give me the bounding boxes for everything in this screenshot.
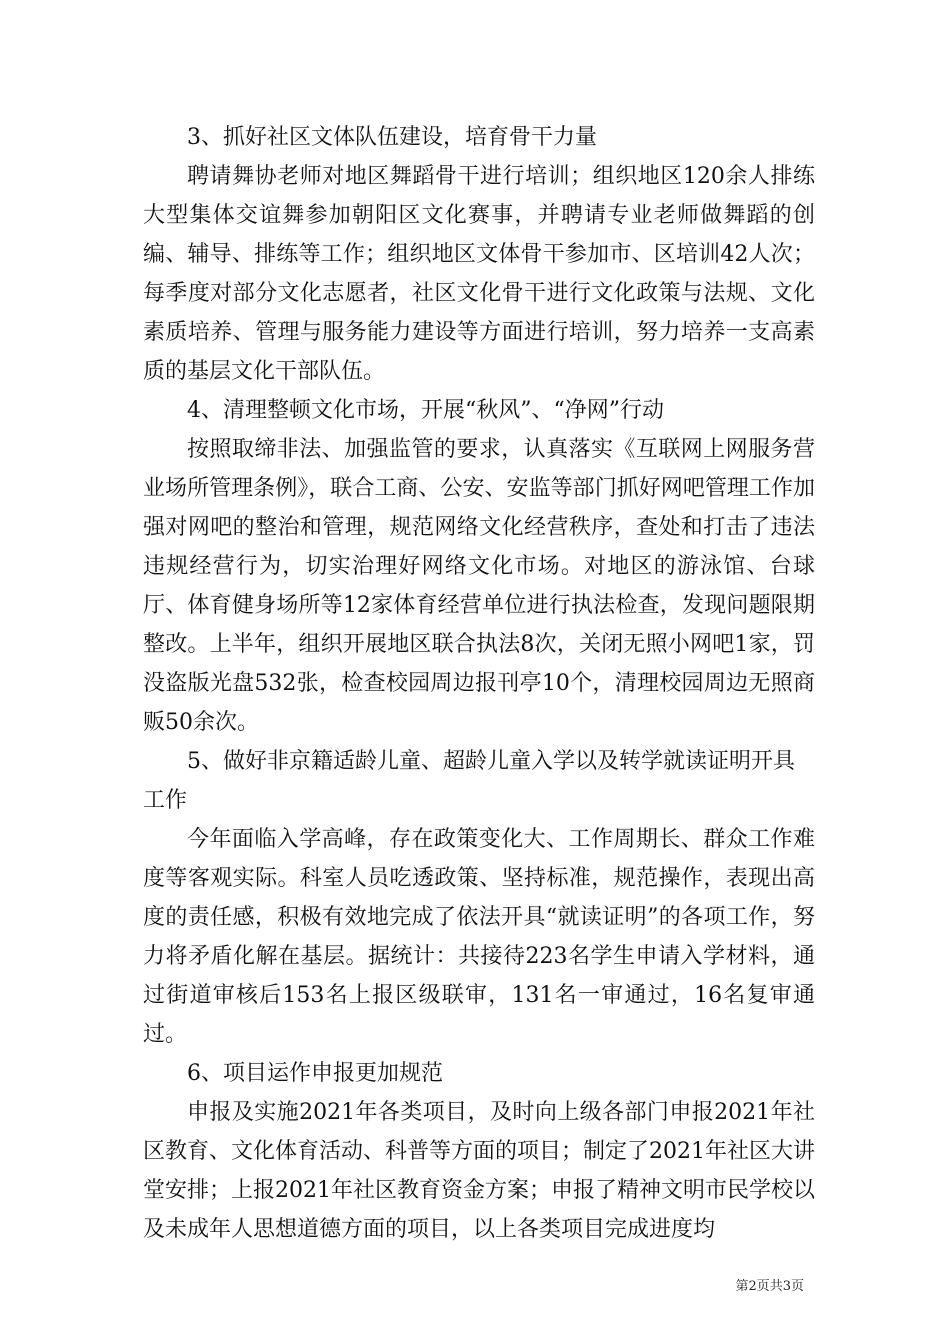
section-5-body: 今年面临入学高峰，存在政策变化大、工作周期长、群众工作难度等客观实际。科室人员吃透政策、坚持标准，规范操作，表现出高度的责任感，积极有效地完成了依法开具“就读证明”的各项工作，努力将矛盾化解在基层。据统计：共接待223名学生申请入学材料，通过街道审核后153名上报区级联审，131名一审通过，16名复审通过。 [143,827,815,1047]
section-6-heading: 6、项目运作申报更加规范 [187,1061,443,1086]
section-5-heading: 5、做好非京籍适龄儿童、超龄儿童入学以及转学就读证明开具工作 [143,749,795,813]
document-body [143,118,815,1249]
section-6-body: 申报及实施2021年各类项目，及时向上级各部门申报2021年社区教育、文化体育活动、科普等方面的项目；制定了2021年社区大讲堂安排；上报2021年社区教育资金方案；申报了精神文明市民学校以及未成年人思想道德方面的项目，以上各类项目完成进度均 [143,1100,815,1242]
section-3-heading: 3、抓好社区文体队伍建设，培育骨干力量 [187,125,597,150]
page-number-footer: 第2页共3页 [735,1279,804,1294]
section-4-body: 按照取缔非法、加强监管的要求，认真落实《互联网上网服务营业场所管理条例》，联合工商、公安、安监等部门抓好网吧管理工作加强对网吧的整治和管理，规范网络文化经营秩序，查处和打击了违法违规经营行为，切实治理好网络文化市场。对地区的游泳馆、台球厅、体育健身场所等12家体育经营单位进行执法检查，发现问题限期整改。上半年，组织开展地区联合执法8次，关闭无照小网吧1家，罚没盗版光盘532张，检查校园周边报刊亭10个，清理校园周边无照商贩50余次。 [143,437,815,735]
section-4-heading: 4、清理整顿文化市场，开展“秋风”、“净网”行动 [187,398,664,423]
section-3-body: 聘请舞协老师对地区舞蹈骨干进行培训；组织地区120余人排练大型集体交谊舞参加朝阳区文化赛事，并聘请专业老师做舞蹈的创编、辅导、排练等工作；组织地区文体骨干参加市、区培训42人次；每季度对部分文化志愿者，社区文化骨干进行文化政策与法规、文化素质培养、管理与服务能力建设等方面进行培训，努力培养一支高素质的基层文化干部队伍。 [143,164,815,384]
